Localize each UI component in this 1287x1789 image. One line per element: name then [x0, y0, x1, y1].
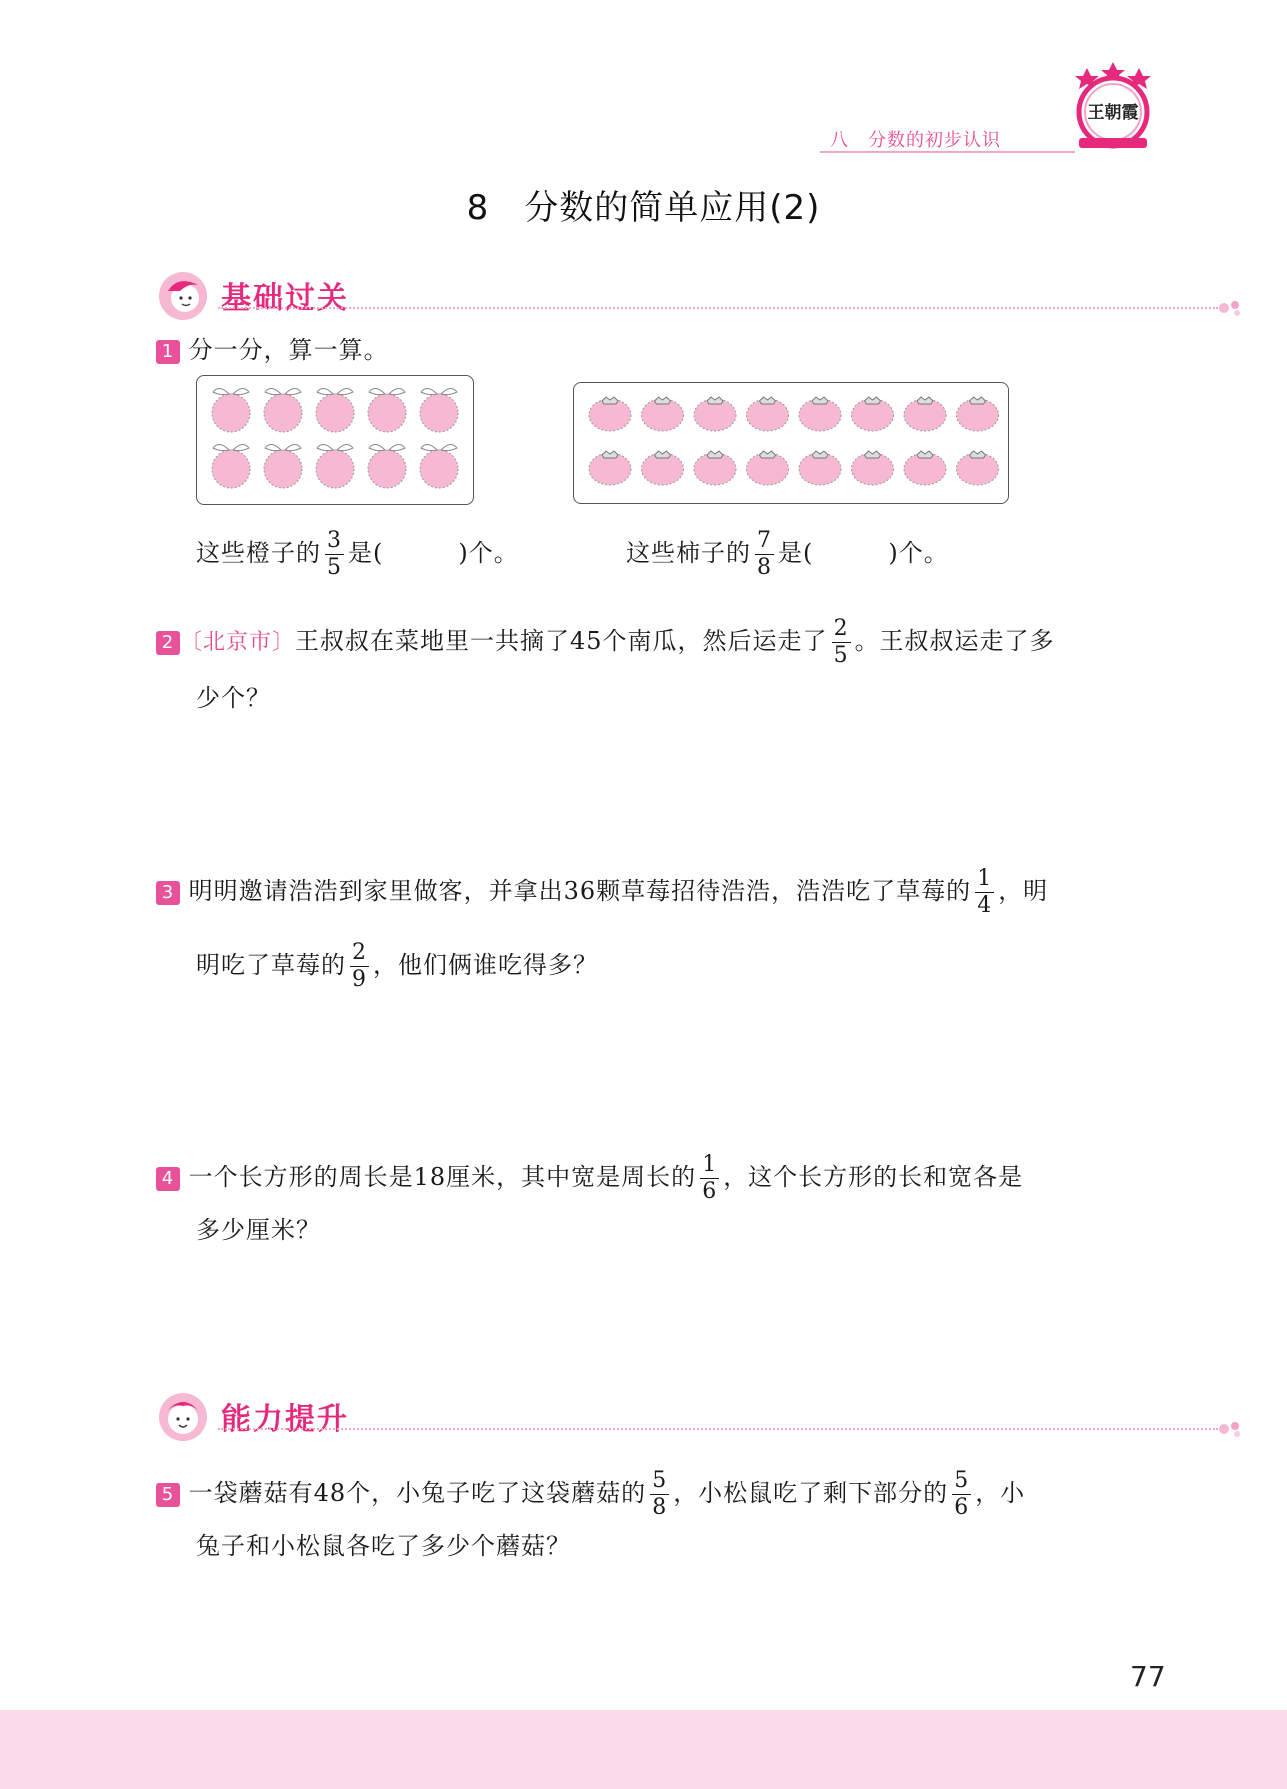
page-title: 8 分数的简单应用(2) [466, 188, 821, 228]
question-number: 4 [156, 1167, 180, 1191]
persimmon-box [573, 382, 1009, 504]
persimmon-icon [799, 451, 841, 485]
brand-logo [1073, 62, 1153, 150]
orange-icon [316, 388, 354, 432]
persimmon-icon [904, 397, 946, 431]
section-heading-advanced [158, 1386, 1258, 1446]
persimmon-icon [642, 451, 684, 485]
fraction [350, 940, 369, 993]
orange-icon [420, 388, 458, 432]
question-text: 。王叔叔运走了多 [854, 627, 1055, 655]
persimmon-icon [694, 451, 736, 485]
fraction-numerator: 5 [954, 1468, 970, 1493]
fraction [975, 866, 994, 919]
persimmon-icon [642, 397, 684, 431]
question-5 [156, 1468, 1025, 1521]
fraction [755, 528, 774, 581]
question-text: 分一分，算一算。 [188, 336, 389, 364]
fraction-numerator: 3 [327, 528, 342, 553]
question-number: 5 [156, 1483, 180, 1507]
orange-prefix: 这些橙子的 [196, 539, 321, 567]
persimmon-icon [957, 451, 999, 485]
fraction-denominator: 5 [327, 555, 342, 580]
persimmon-prefix: 这些柿子的 [626, 539, 751, 567]
section-heading-basic [158, 265, 1258, 325]
dots-ornament-icon [1218, 299, 1244, 317]
question-text: ，这个长方形的长和宽各是 [723, 1163, 1024, 1191]
orange-icon [264, 444, 302, 488]
fraction [832, 616, 851, 669]
question-text: 明明邀请浩浩到家里做客，并拿出36颗草莓招待浩浩，浩浩吃了草莓的 [188, 877, 972, 905]
fraction-numerator: 2 [833, 616, 849, 641]
chapter-title: 八 分数的初步认识 [830, 130, 1001, 151]
persimmon-icon [589, 397, 631, 431]
fraction [700, 1152, 719, 1205]
question-3 [156, 866, 1048, 919]
girl-avatar-icon [158, 271, 208, 321]
question-2-cont: 少个？ [196, 684, 271, 712]
fraction-numerator: 1 [702, 1152, 718, 1177]
fraction-denominator: 5 [833, 643, 849, 668]
fraction-denominator: 4 [977, 893, 993, 918]
orange-box [196, 375, 474, 505]
persimmon-answer-blank[interactable]: 是( )个。 [778, 539, 949, 567]
orange-question [196, 528, 519, 581]
fraction [952, 1468, 971, 1521]
persimmon-icon [852, 397, 894, 431]
boy-avatar-icon [158, 1392, 208, 1442]
region-tag: 〔北京市〕 [180, 630, 296, 655]
question-text: ，他们俩谁吃得多？ [373, 951, 598, 979]
question-number: 1 [156, 340, 180, 364]
fraction [650, 1468, 669, 1521]
fraction-denominator: 9 [352, 967, 367, 992]
persimmon-icon [694, 397, 736, 431]
orange-answer-blank[interactable]: 是( )个。 [348, 539, 519, 567]
question-5-cont: 兔子和小松鼠各吃了多少个蘑菇？ [196, 1532, 571, 1560]
question-1 [156, 330, 389, 370]
orange-icon [212, 444, 250, 488]
persimmon-group [574, 383, 1008, 503]
section-divider [218, 1428, 1218, 1430]
footer-band [0, 1710, 1287, 1789]
fraction-numerator: 5 [652, 1468, 668, 1493]
fraction-numerator: 2 [352, 940, 367, 965]
persimmon-icon [852, 451, 894, 485]
orange-icon [368, 444, 406, 488]
orange-icon [264, 388, 302, 432]
question-text: 明吃了草莓的 [196, 951, 346, 979]
question-3-cont [196, 940, 598, 993]
orange-group [197, 376, 473, 504]
question-text: 一袋蘑菇有48个，小兔子吃了这袋蘑菇的 [188, 1479, 647, 1507]
chapter-underline [820, 151, 1075, 153]
persimmon-question [626, 528, 949, 581]
fraction [325, 528, 344, 581]
section-label: 基础过关 [221, 281, 349, 316]
dots-ornament-icon [1218, 1420, 1244, 1438]
question-text: ，明 [998, 877, 1049, 905]
orange-icon [212, 388, 250, 432]
question-text: ，小 [975, 1479, 1026, 1507]
question-text: 一个长方形的周长是18厘米，其中宽是周长的 [188, 1163, 697, 1191]
fraction-denominator: 8 [652, 1495, 668, 1520]
persimmon-icon [747, 397, 789, 431]
page-number: 77 [1130, 1660, 1166, 1693]
fraction-denominator: 6 [702, 1179, 718, 1204]
section-divider [218, 307, 1218, 309]
svg-text:王朝霞: 王朝霞 [1087, 103, 1139, 123]
question-text: 王叔叔在菜地里一共摘了45个南瓜，然后运走了 [295, 627, 828, 655]
question-text: ，小松鼠吃了剩下部分的 [673, 1479, 949, 1507]
question-4 [156, 1152, 1023, 1205]
fraction-numerator: 7 [757, 528, 772, 553]
question-number: 2 [156, 631, 180, 655]
question-4-cont: 多少厘米？ [196, 1216, 321, 1244]
orange-icon [368, 388, 406, 432]
section-label: 能力提升 [221, 1402, 349, 1437]
persimmon-icon [589, 451, 631, 485]
question-2 [156, 616, 1055, 669]
persimmon-icon [904, 451, 946, 485]
persimmon-icon [957, 397, 999, 431]
orange-icon [316, 444, 354, 488]
orange-icon [420, 444, 458, 488]
question-number: 3 [156, 881, 180, 905]
fraction-numerator: 1 [977, 866, 993, 891]
fraction-denominator: 6 [954, 1495, 970, 1520]
persimmon-icon [747, 451, 789, 485]
fraction-denominator: 8 [757, 555, 772, 580]
persimmon-icon [799, 397, 841, 431]
